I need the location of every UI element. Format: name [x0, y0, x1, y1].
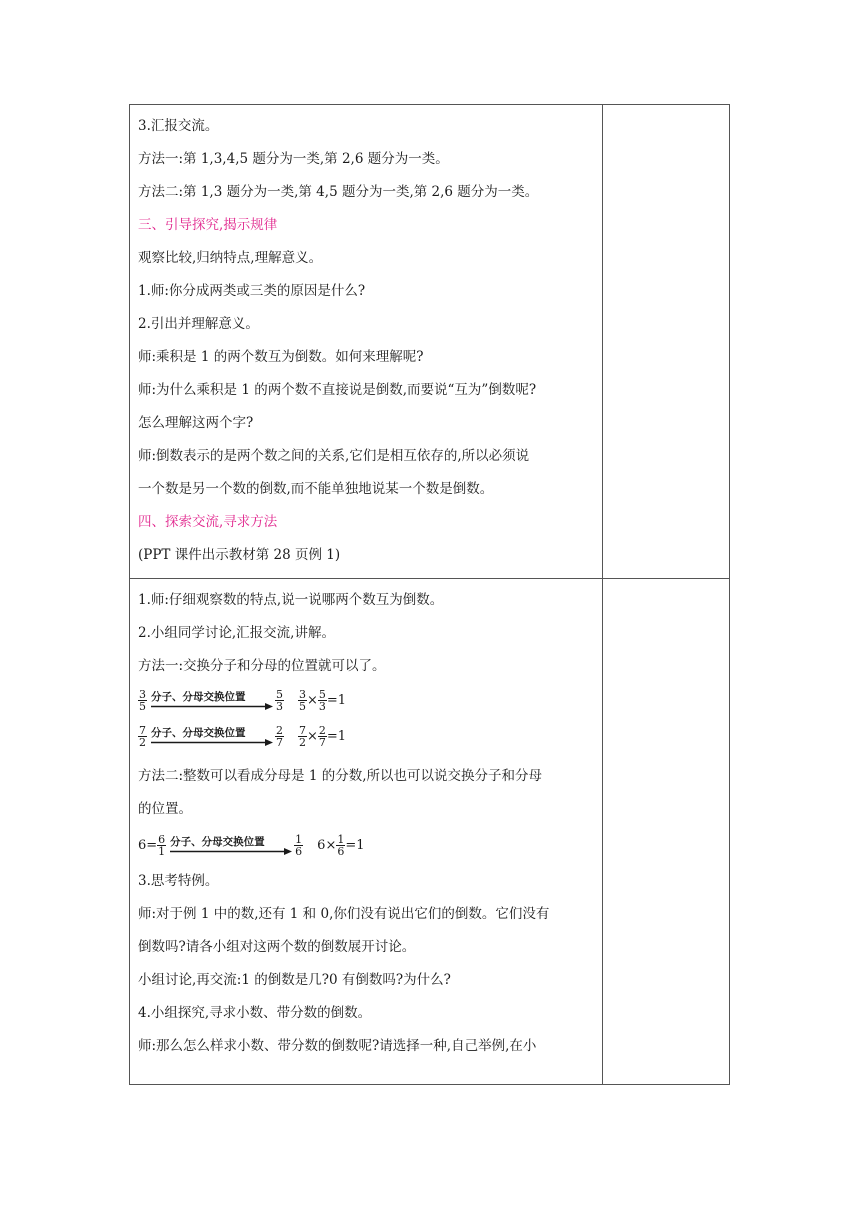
math-example-1	[138, 685, 346, 715]
text-line: 师:倒数表示的是两个数之间的关系,它们是相互依存的,所以必须说	[138, 448, 530, 464]
arrow-label: 分子、分母交换位置	[151, 726, 246, 739]
swap-arrow	[170, 836, 292, 855]
arrow-icon	[151, 739, 273, 746]
fraction: $\frac{1}{6}$	[295, 832, 303, 858]
whole-number: 6	[317, 837, 326, 853]
text-line: 2.小组同学讨论,汇报交流,讲解。	[138, 625, 335, 641]
equals-one: =1	[326, 728, 347, 744]
arrow-icon	[170, 848, 292, 855]
arrow-icon	[151, 703, 273, 710]
fraction: $\frac{6}{1}$	[158, 832, 166, 858]
section-heading: 三、引导探究,揭示规律	[138, 217, 278, 233]
fraction: $\frac{7}{2}$	[139, 723, 146, 749]
text-line: 4.小组探究,寻求小数、带分数的倒数。	[138, 1005, 372, 1021]
whole-number: 6=	[138, 837, 158, 853]
arrow-label: 分子、分母交换位置	[151, 690, 246, 703]
section-heading: 四、探索交流,寻求方法	[138, 514, 278, 530]
fraction: $\frac{5}{3}$	[276, 687, 283, 713]
text-line: 倒数吗?请各小组对这两个数的倒数展开讨论。	[138, 939, 416, 955]
arrow-label: 分子、分母交换位置	[170, 835, 265, 848]
swap-arrow	[151, 727, 273, 746]
fraction: $\frac{1}{6}$	[337, 832, 345, 858]
text-line: 观察比较,归纳特点,理解意义。	[138, 250, 323, 266]
times-sign: ×	[325, 837, 337, 853]
text-line: 方法一:交换分子和分母的位置就可以了。	[138, 658, 386, 674]
text-line: 师:那么怎么样求小数、带分数的倒数呢?请选择一种,自己举例,在小	[138, 1038, 537, 1054]
text-line: 师:为什么乘积是 1 的两个数不直接说是倒数,而要说“互为”倒数呢?	[138, 382, 537, 398]
column-divider	[602, 105, 603, 1084]
fraction: $\frac{2}{7}$	[276, 723, 283, 749]
text-line: (PPT 课件出示教材第 28 页例 1)	[138, 547, 341, 563]
text-line: 师:乘积是 1 的两个数互为倒数。如何来理解呢?	[138, 349, 424, 365]
swap-arrow	[151, 691, 273, 710]
fraction: $\frac{7}{2}$	[299, 723, 306, 749]
text-line: 方法二:整数可以看成分母是 1 的分数,所以也可以说交换分子和分母	[138, 768, 543, 784]
equals-one: =1	[326, 692, 347, 708]
text-line: 一个数是另一个数的倒数,而不能单独地说某一个数是倒数。	[138, 481, 494, 497]
fraction: $\frac{3}{5}$	[139, 687, 146, 713]
text-line: 方法一:第 1,3,4,5 题分为一类,第 2,6 题分为一类。	[138, 151, 449, 167]
times-sign: ×	[307, 728, 318, 744]
lesson-table	[129, 104, 730, 1085]
text-line: 怎么理解这两个字?	[138, 415, 254, 431]
fraction: $\frac{3}{5}$	[299, 687, 306, 713]
equals-one: =1	[345, 837, 365, 853]
text-line: 3.思考特例。	[138, 873, 219, 889]
text-line: 2.引出并理解意义。	[138, 316, 259, 332]
text-line: 3.汇报交流。	[138, 118, 219, 134]
times-sign: ×	[307, 692, 318, 708]
math-example-3	[138, 830, 365, 860]
math-example-2	[138, 721, 346, 751]
text-line: 1.师:仔细观察数的特点,说一说哪两个数互为倒数。	[138, 592, 444, 608]
text-line: 师:对于例 1 中的数,还有 1 和 0,你们没有说出它们的倒数。它们没有	[138, 906, 550, 922]
text-line: 方法二:第 1,3 题分为一类,第 4,5 题分为一类,第 2,6 题分为一类。	[138, 184, 539, 200]
fraction: $\frac{2}{7}$	[318, 723, 326, 749]
row-divider	[130, 578, 729, 579]
text-line: 1.师:你分成两类或三类的原因是什么?	[138, 283, 366, 299]
text-line: 的位置。	[138, 801, 192, 817]
fraction: $\frac{5}{3}$	[318, 687, 326, 713]
text-line: 小组讨论,再交流:1 的倒数是几?0 有倒数吗?为什么?	[138, 972, 451, 988]
